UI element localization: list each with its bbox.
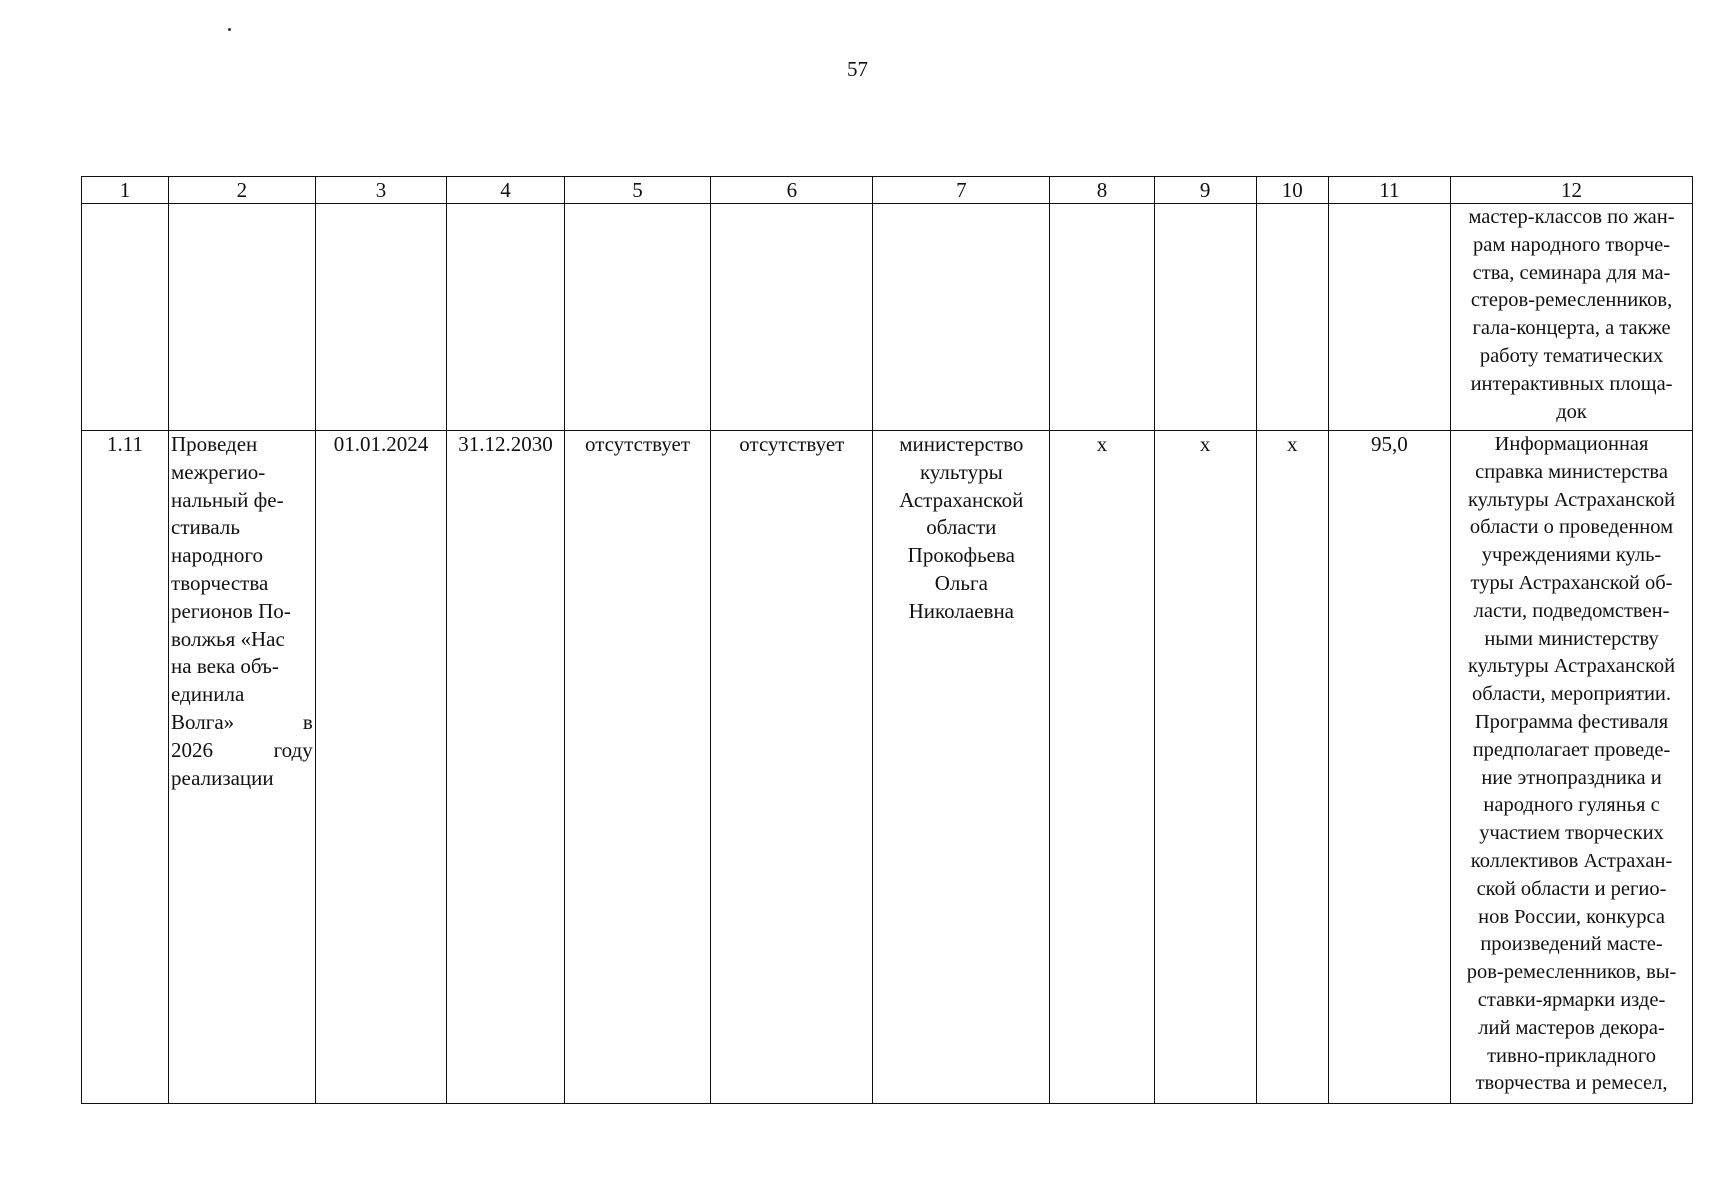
text-line: на века объ- — [171, 654, 279, 679]
col-header-3: 3 — [315, 177, 447, 204]
table-row — [82, 431, 1693, 1104]
text-line: нов России, конкурса — [1478, 905, 1665, 928]
col-header-4: 4 — [447, 177, 564, 204]
continuation-row — [82, 204, 1693, 431]
text-line: ласти, подведомствен- — [1473, 599, 1670, 622]
col9-value: х — [1154, 431, 1256, 1104]
text-line: справка министерства — [1475, 460, 1668, 483]
col11-value: 95,0 — [1328, 431, 1450, 1104]
cont-cell-5 — [564, 204, 711, 431]
text-line: области, мероприятии. — [1472, 683, 1672, 706]
col8-value: х — [1050, 431, 1154, 1104]
text-line: ров-ремесленников, вы- — [1466, 961, 1677, 984]
col-header-12: 12 — [1451, 177, 1693, 204]
column-number-row — [82, 177, 1693, 204]
text-line: Проведен — [171, 432, 258, 456]
cont-cell-11 — [1328, 204, 1450, 431]
text-line: волжья «Нас — [171, 626, 285, 651]
scan-speck — [228, 28, 231, 31]
text-line: Астраханской — [899, 487, 1024, 512]
start-date: 01.01.2024 — [315, 431, 447, 1104]
text-line: министерство — [899, 432, 1024, 456]
text-line: культуры Астраханской — [1467, 655, 1676, 678]
responsible-executor — [873, 431, 1050, 1104]
text-line: интерактивных площа- — [1470, 372, 1673, 395]
text-line: культуры — [919, 459, 1003, 484]
text-line: гала-концерта, а также — [1472, 317, 1671, 340]
text-line: рам народного творче- — [1472, 233, 1671, 256]
text-line: народного гулянья с — [1483, 794, 1660, 817]
col-header-2: 2 — [169, 177, 316, 204]
text-line: произведений масте- — [1480, 933, 1663, 956]
text-line: нальный фе- — [171, 487, 284, 512]
text-line: ние этнопраздника и — [1481, 766, 1662, 789]
text-line: Волга» в — [171, 709, 313, 734]
text-line: области — [926, 515, 997, 540]
text-line: ства, семинара для ма- — [1472, 261, 1671, 284]
cont-cell-7 — [873, 204, 1050, 431]
text-line: Николаевна — [908, 598, 1014, 623]
text-line: ставки-ярмарки изде- — [1477, 988, 1666, 1011]
text-line: стиваль — [171, 515, 240, 540]
col-header-6: 6 — [711, 177, 873, 204]
cont-cell-6 — [711, 204, 873, 431]
page-number: 57 — [847, 57, 868, 81]
text-line: области о проведенном — [1469, 516, 1674, 539]
cont-cell-9 — [1154, 204, 1256, 431]
text-line: участием творческих — [1479, 822, 1664, 845]
col-header-7: 7 — [873, 177, 1050, 204]
cont-result-description — [1451, 204, 1693, 431]
row-number: 1.11 — [82, 431, 169, 1104]
text-line: регионов По- — [171, 598, 291, 623]
col-header-10: 10 — [1256, 177, 1328, 204]
cont-cell-3 — [315, 204, 447, 431]
text-line: 2026 году — [171, 737, 313, 762]
text-line: Прокофьева — [907, 543, 1015, 568]
cont-cell-1 — [82, 204, 169, 431]
col5-value: отсутствует — [564, 431, 711, 1104]
col6-value: отсутствует — [711, 431, 873, 1104]
cont-cell-10 — [1256, 204, 1328, 431]
text-line: творчества и ремесел, — [1475, 1072, 1668, 1095]
event-name — [169, 431, 316, 1104]
text-line: Ольга — [934, 570, 988, 595]
cont-cell-4 — [447, 204, 564, 431]
text-line: народного — [171, 543, 263, 568]
text-line: туры Астраханской об- — [1470, 571, 1673, 594]
text-line: ными министерству — [1484, 627, 1659, 650]
cont-cell-2 — [169, 204, 316, 431]
text-line: культуры Астраханской — [1467, 488, 1676, 511]
col-header-8: 8 — [1050, 177, 1154, 204]
end-date: 31.12.2030 — [447, 431, 564, 1104]
result-description — [1451, 431, 1693, 1104]
col10-value: х — [1256, 431, 1328, 1104]
text-line: учреждениями куль- — [1481, 544, 1662, 567]
cont-cell-8 — [1050, 204, 1154, 431]
text-line: док — [1556, 400, 1587, 423]
text-line: тивно-прикладного — [1487, 1044, 1656, 1067]
text-line: лий мастеров декора- — [1478, 1016, 1665, 1039]
col-header-5: 5 — [564, 177, 711, 204]
col-header-11: 11 — [1328, 177, 1450, 204]
text-line: работу тематических — [1479, 344, 1664, 367]
program-table — [81, 176, 1693, 1104]
col-header-1: 1 — [82, 177, 169, 204]
text-line: единила — [171, 682, 245, 707]
text-line: межрегио- — [171, 459, 266, 484]
text-line: предполагает проведе- — [1472, 738, 1671, 761]
text-line: ской области и регио- — [1476, 877, 1667, 900]
text-line: творчества — [171, 570, 269, 595]
text-line: Программа фестиваля — [1474, 710, 1669, 733]
text-line: коллективов Астрахан- — [1470, 849, 1673, 872]
text-line: реализации — [171, 765, 274, 790]
col-header-9: 9 — [1154, 177, 1256, 204]
text-line: Информационная — [1494, 433, 1649, 455]
text-line: мастер-классов по жан- — [1468, 206, 1675, 228]
text-line: стеров-ремесленников, — [1470, 289, 1673, 312]
